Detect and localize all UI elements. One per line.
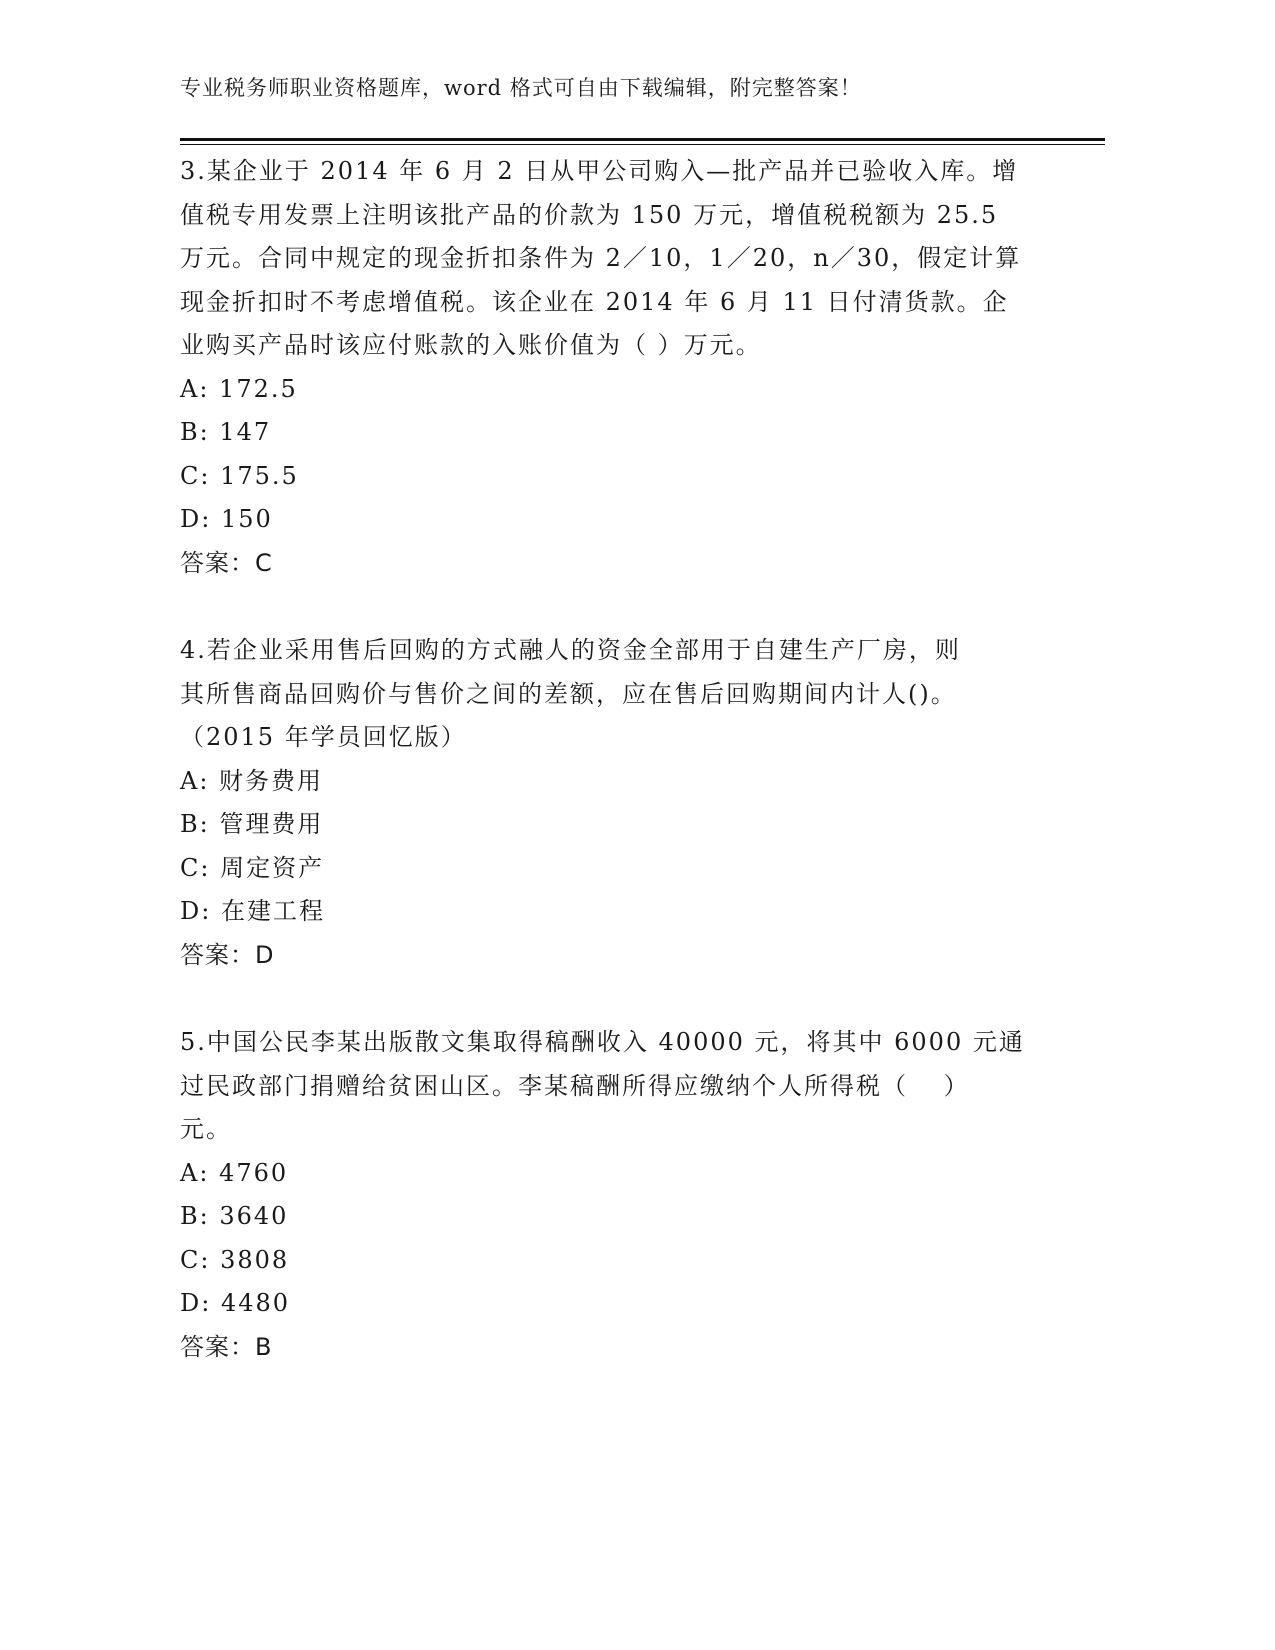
page-header: 专业税务师职业资格题库，word 格式可自由下载编辑，附完整答案！ bbox=[180, 76, 862, 100]
question-stem bbox=[180, 150, 1060, 368]
answer: 答案：C bbox=[180, 548, 273, 577]
stem-line: 万元。合同中规定的现金折扣条件为 2／10，1／20，n／30，假定计算 bbox=[180, 244, 1022, 272]
question-stem bbox=[180, 629, 1060, 760]
stem-line: 3.某企业于 2014 年 6 月 2 日从甲公司购入—批产品并已验收入库。增 bbox=[180, 157, 1019, 185]
option-a: A: 172.5 bbox=[180, 374, 298, 403]
stem-line: 值税专用发票上注明该批产品的价款为 150 万元，增值税税额为 25.5 bbox=[180, 200, 999, 229]
option-d: D: 在建工程 bbox=[180, 897, 325, 925]
option-b: B: 3640 bbox=[180, 1202, 289, 1230]
question-5 bbox=[180, 1021, 1060, 1369]
question-3 bbox=[180, 150, 1060, 585]
stem-line: 元。 bbox=[180, 1115, 232, 1143]
header-rule-thick bbox=[180, 138, 1105, 141]
stem-line: 现金折扣时不考虑增值税。该企业在 2014 年 6 月 11 日付清货款。企 bbox=[180, 287, 1009, 316]
answer: 答案：B bbox=[180, 1332, 273, 1361]
option-a: A: 财务费用 bbox=[180, 766, 324, 795]
stem-line: （2015 年学员回忆版） bbox=[180, 723, 467, 751]
option-b: B: 147 bbox=[180, 418, 272, 446]
option-d: D: 150 bbox=[180, 505, 273, 533]
header-rule-thin bbox=[180, 144, 1105, 145]
option-c: C: 175.5 bbox=[180, 461, 299, 490]
option-d: D: 4480 bbox=[180, 1289, 291, 1317]
stem-line: 5.中国公民李某出版散文集取得稿酬收入 40000 元，将其中 6000 元通 bbox=[180, 1028, 1025, 1056]
stem-line: 其所售商品回购价与售价之间的差额，应在售后回购期间内计人()。 bbox=[180, 679, 957, 708]
stem-line: 过民政部门捐赠给贫困山区。李某稿酬所得应缴纳个人所得税（ ） bbox=[180, 1071, 970, 1100]
option-a: A: 4760 bbox=[180, 1158, 289, 1187]
question-4 bbox=[180, 629, 1060, 977]
option-b: B: 管理费用 bbox=[180, 810, 324, 838]
option-c: C: 3808 bbox=[180, 1245, 290, 1274]
question-stem bbox=[180, 1021, 1060, 1152]
answer: 答案：D bbox=[180, 940, 275, 969]
stem-line: 4.若企业采用售后回购的方式融人的资金全部用于自建生产厂房，则 bbox=[180, 636, 961, 664]
stem-line: 业购买产品时该应付账款的入账价值为（ ）万元。 bbox=[180, 331, 762, 359]
option-c: C: 周定资产 bbox=[180, 853, 325, 882]
